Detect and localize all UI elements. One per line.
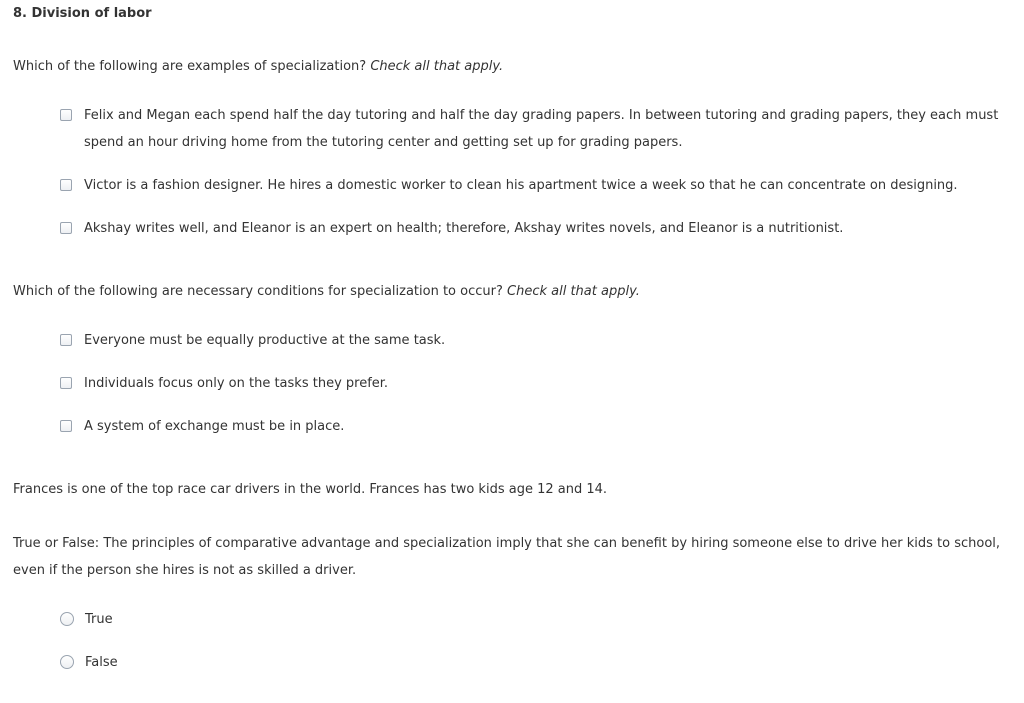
radio-button[interactable] [60,612,74,626]
question-3-prompt: True or False: The principles of comparative advantage and specialization imply that she can benefit by hiring someone else to drive her kids to school, even if the person she hires is not as skilled a driver. [13,536,1001,578]
checkbox[interactable] [60,109,72,121]
q1-option-1-label: Felix and Megan each spend half the day tutoring and half the day grading papers. In between tutoring and grading papers, they each must spend an hour driving home from the tutoring center and getting set up for grading papers. [84,108,999,150]
checkbox[interactable] [60,222,72,234]
q2-option-1-label: Everyone must be equally productive at the same task. [84,333,446,348]
q2-option-2-label: Individuals focus only on the tasks they prefer. [84,376,389,391]
q3-option-false-label: False [85,655,118,670]
radio-button[interactable] [60,655,74,669]
q2-option-1[interactable] [60,327,1015,354]
q2-option-3[interactable] [60,413,1015,440]
question-2-prompt [13,278,1013,305]
checkbox[interactable] [60,334,72,346]
question-1-text: Which of the following are examples of specialization? [13,59,371,74]
q1-option-1[interactable] [60,102,1015,156]
q1-option-3-label: Akshay writes well, and Eleanor is an expert on health; therefore, Akshay writes novels, and Eleanor is a nutritionist. [84,221,844,236]
checkbox[interactable] [60,420,72,432]
q3-option-true-label: True [85,612,113,627]
question-2-hint: Check all that apply. [507,284,640,299]
question-1-hint: Check all that apply. [370,59,504,74]
q1-option-3[interactable] [60,215,1015,242]
section-title: 8. Division of labor [13,6,152,21]
question-3-context: Frances is one of the top race car drivers in the world. Frances has two kids age 12 and 14. [13,482,608,497]
q2-option-3-label: A system of exchange must be in place. [84,419,345,434]
q3-option-false[interactable] [60,649,1015,676]
q1-option-2[interactable] [60,172,1015,199]
checkbox[interactable] [60,179,72,191]
question-1-prompt [13,53,1013,80]
question-2-text: Which of the following are necessary conditions for specialization to occur? [13,284,508,299]
q2-option-2[interactable] [60,370,1015,397]
checkbox[interactable] [60,377,72,389]
q3-option-true[interactable] [60,606,1015,633]
q1-option-2-label: Victor is a fashion designer. He hires a domestic worker to clean his apartment twice a week so that he can concentrate on designing. [84,178,958,193]
